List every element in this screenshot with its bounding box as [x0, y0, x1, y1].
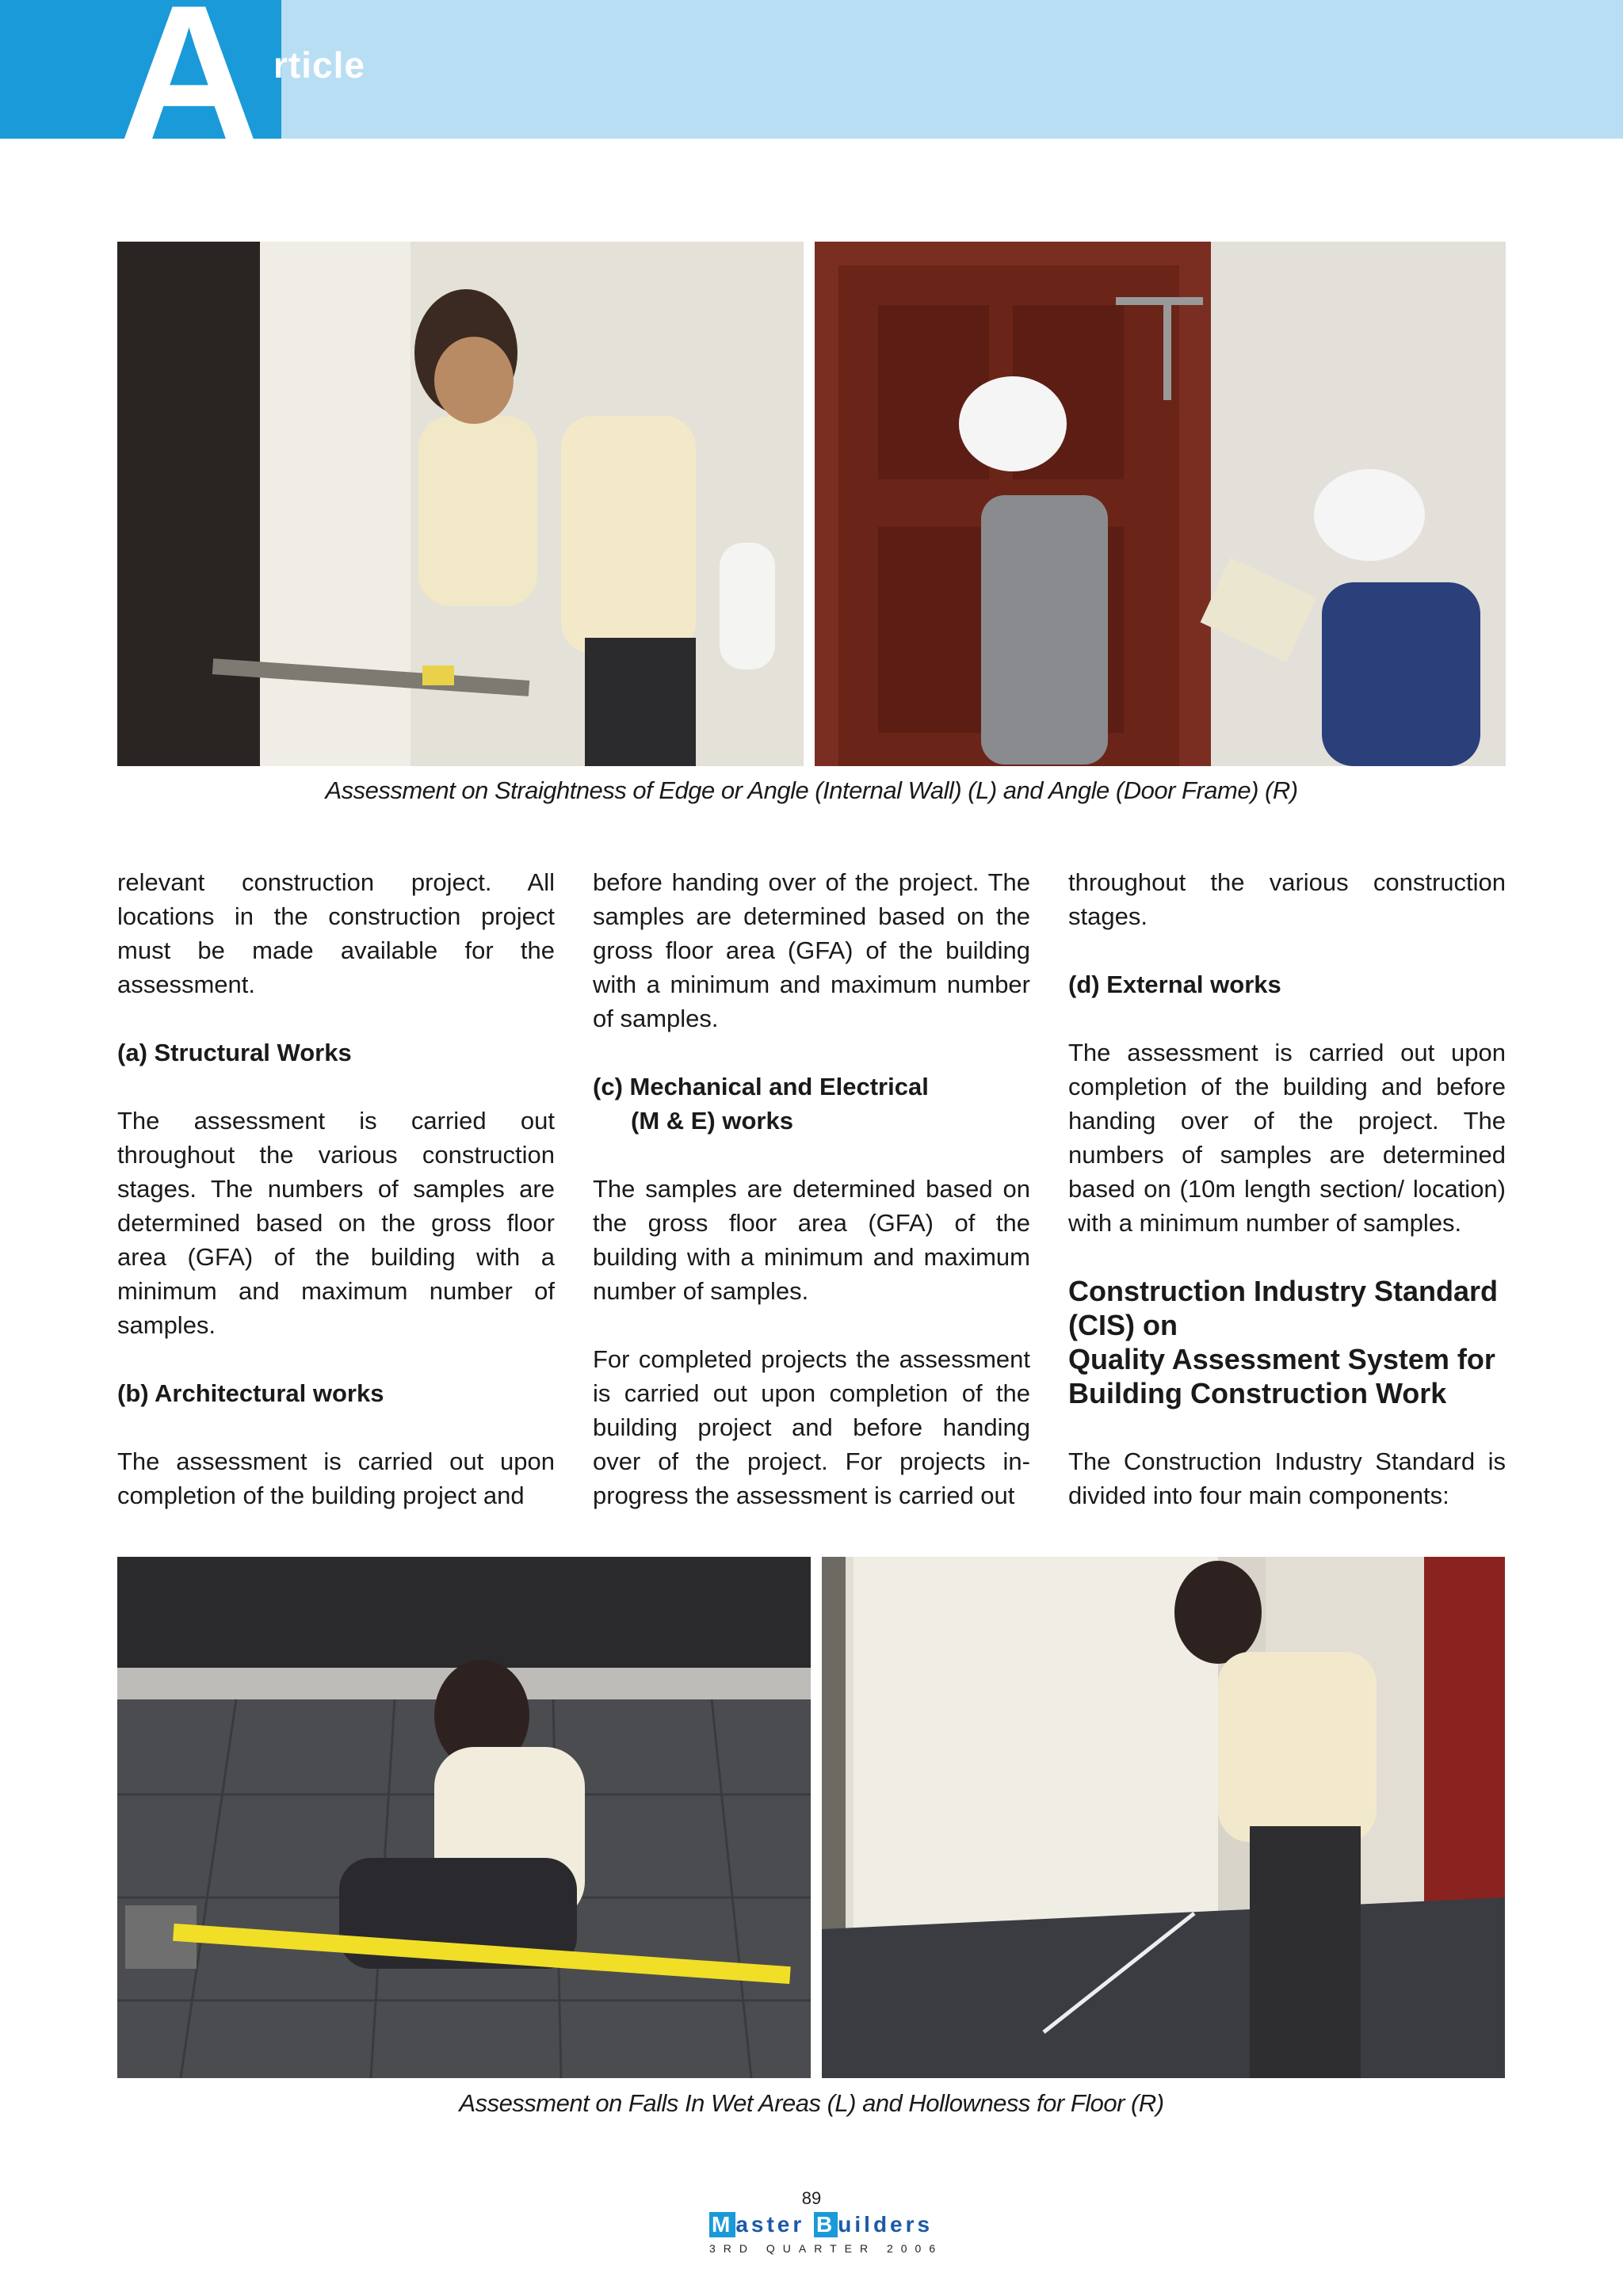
photo-falls-wet-areas: [117, 1557, 811, 2078]
subheading-line: (M & E) works: [631, 1107, 793, 1135]
subheading-line: (c) Mechanical and Electrical: [593, 1073, 929, 1100]
heading-line: (CIS) on: [1068, 1309, 1178, 1341]
page-number: 89: [801, 2188, 822, 2208]
section-heading-cis: [1068, 1274, 1506, 1410]
paragraph: For completed projects the assessment is carried out upon completion of the building project and before handing over of the project. For projects in-progress the assessment is carried out: [593, 1345, 1030, 1509]
paragraph: throughout the various construction stages.: [1068, 868, 1506, 930]
paragraph: The assessment is carried out throughout the various construction stages. The numbers of samples are determined based on the gross floor area (GFA) of the building with a minimum and maximum number of samples.: [117, 1107, 555, 1339]
heading-line: Quality Assessment System for: [1068, 1343, 1495, 1375]
heading-line: Building Construction Work: [1068, 1377, 1447, 1409]
photo-floor-hollowness: [822, 1557, 1505, 2078]
header-word: rticle: [273, 44, 365, 86]
issue-label: 3RD QUARTER 2006: [709, 2242, 944, 2255]
photo-internal-wall: [117, 242, 804, 766]
heading-line: Construction Industry Standard: [1068, 1275, 1499, 1307]
header-letter: A: [119, 0, 259, 181]
text-column-1: [117, 865, 555, 1512]
paragraph: The samples are determined based on the gross floor area (GFA) of the building with a minimum and maximum number of samples.: [593, 1175, 1030, 1305]
paragraph: The assessment is carried out upon completion of the building project and: [117, 1447, 555, 1509]
subheading-architectural-works: (b) Architectural works: [117, 1379, 384, 1407]
figure-caption-bottom: Assessment on Falls In Wet Areas (L) and Hollowness for Floor (R): [459, 2089, 1164, 2117]
header-banner: [0, 0, 1623, 181]
paragraph: before handing over of the project. The samples are determined based on the gross floor area (GFA) of the building with a minimum and maximum number of samples.: [593, 868, 1030, 1032]
text-column-3: [1068, 865, 1506, 1512]
text-column-2: [593, 865, 1030, 1512]
paragraph: relevant construction project. All locations in the construction project must be made available for the assessment.: [117, 868, 555, 998]
paragraph: The Construction Industry Standard is divided into four main components:: [1068, 1447, 1506, 1509]
logo-wordmark: M aster B uilders: [709, 2212, 933, 2237]
subheading-external-works: (d) External works: [1068, 971, 1281, 998]
subheading-structural-works: (a) Structural Works: [117, 1039, 352, 1066]
figure-caption-top: Assessment on Straightness of Edge or Angle (Internal Wall) (L) and Angle (Door Frame) (R): [325, 776, 1298, 804]
paragraph: The assessment is carried out upon completion of the building and before handing over of the project. The numbers of samples are determined based on (10m length section/ location) with a minimum number of samples.: [1068, 1039, 1506, 1237]
subheading-mechanical-electrical: [593, 1070, 1030, 1138]
photo-door-frame: [815, 242, 1506, 766]
master-builders-logo: [709, 2212, 944, 2267]
